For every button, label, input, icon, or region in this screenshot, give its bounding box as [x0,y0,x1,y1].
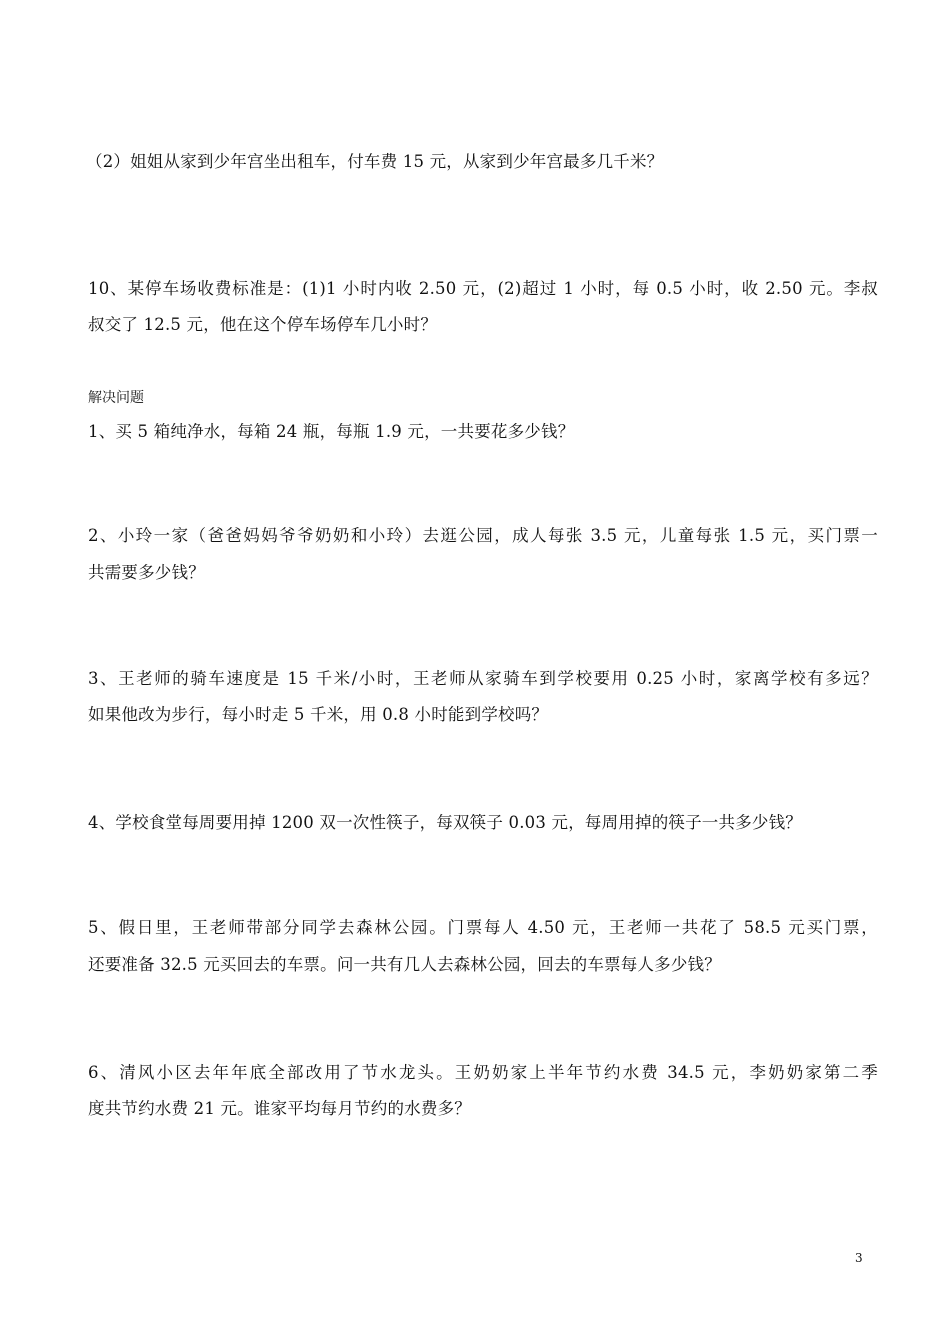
question-6-line-1: 6、清风小区去年年底全部改用了节水龙头。王奶奶家上半年节约水费 34.5 元，李奶奶家第二季 [88,1063,878,1082]
problem-10-line-1: 10、某停车场收费标准是：(1)1 小时内收 2.50 元，(2)超过 1 小时，每 0.5 小时，收 2.50 元。李叔 [88,279,878,298]
question-1: 1、买 5 箱纯净水，每箱 24 瓶，每瓶 1.9 元，一共要花多少钱？ [88,422,575,441]
question-5-line-2: 还要准备 32.5 元买回去的车票。问一共有几人去森林公园，回去的车票每人多少钱？ [88,955,721,974]
question-2-line-2: 共需要多少钱？ [88,563,205,582]
question-6-line-2: 度共节约水费 21 元。谁家平均每月节约的水费多？ [88,1099,471,1118]
question-3-line-2: 如果他改为步行，每小时走 5 千米，用 0.8 小时能到学校吗？ [88,705,549,724]
page-number: 3 [855,1251,863,1265]
problem-9-part-2: （2）姐姐从家到少年宫坐出租车，付车费 15 元，从家到少年宫最多几千米？ [86,152,664,171]
problem-10-line-2: 叔交了 12.5 元，他在这个停车场停车几小时？ [88,315,438,334]
question-4: 4、学校食堂每周要用掉 1200 双一次性筷子，每双筷子 0.03 元，每周用掉的筷子一共多少钱？ [88,813,803,832]
section-title: 解决问题 [88,390,144,406]
question-5-line-1: 5、假日里，王老师带部分同学去森林公园。门票每人 4.50 元，王老师一共花了 58.5 元买门票， [88,918,878,937]
question-3-line-1: 3、王老师的骑车速度是 15 千米/小时，王老师从家骑车到学校要用 0.25 小时，家离学校有多远？ [88,669,878,688]
question-2-line-1: 2、小玲一家（爸爸妈妈爷爷奶奶和小玲）去逛公园，成人每张 3.5 元，儿童每张 1.5 元，买门票一 [88,526,878,545]
